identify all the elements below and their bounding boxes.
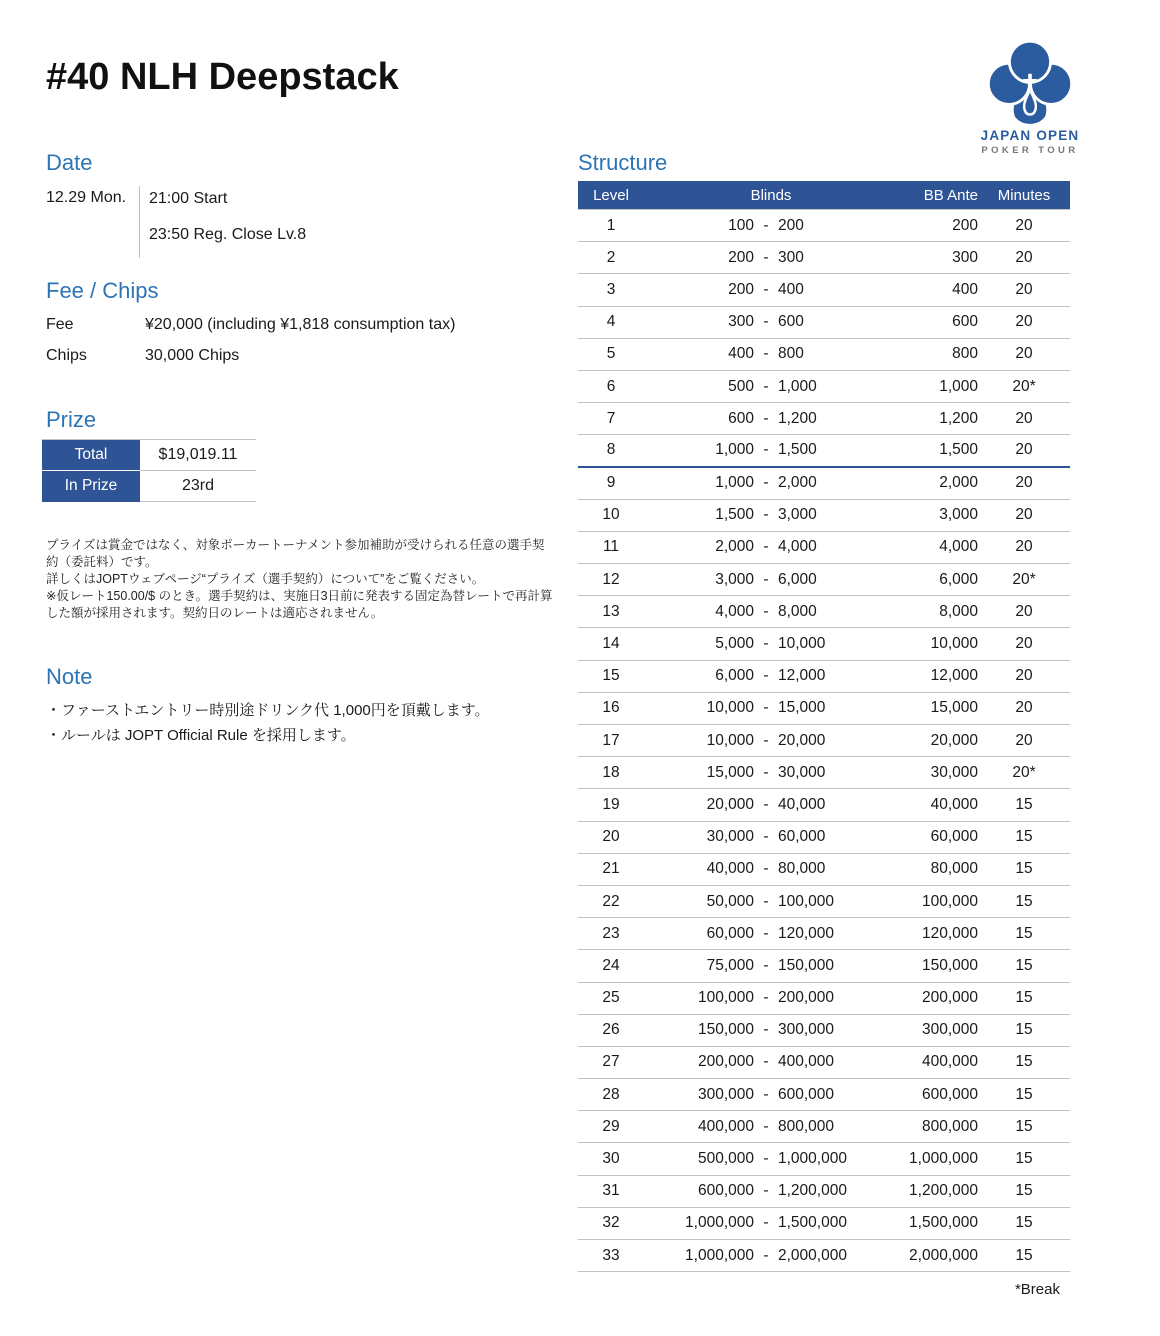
prize-row — [42, 471, 256, 502]
date-value: 12.29 Mon. — [46, 189, 127, 206]
minutes-cell: 20 — [1015, 635, 1033, 653]
minutes-cell: 15 — [1015, 828, 1033, 846]
structure-row — [578, 983, 1070, 1015]
blinds-dash: - — [763, 860, 769, 878]
blinds-dash: - — [763, 345, 769, 363]
bb-ante-cell: 1,000 — [939, 377, 978, 395]
big-blind-cell: 3,000 — [778, 506, 817, 524]
blinds-dash: - — [763, 763, 769, 781]
big-blind-cell: 1,500 — [778, 441, 817, 459]
minutes-cell: 20 — [1015, 280, 1033, 298]
blinds-dash: - — [763, 1053, 769, 1071]
level-cell: 33 — [602, 1246, 620, 1264]
big-blind-cell: 200 — [778, 216, 804, 234]
minutes-cell: 15 — [1015, 1150, 1033, 1168]
blinds-dash: - — [763, 248, 769, 266]
column-header-level: Level — [593, 186, 629, 204]
big-blind-cell: 80,000 — [778, 860, 826, 878]
bb-ante-cell: 2,000,000 — [909, 1246, 978, 1264]
blinds-dash: - — [763, 635, 769, 653]
structure-row — [578, 532, 1070, 564]
bb-ante-cell: 2,000 — [939, 474, 978, 492]
minutes-cell: 20 — [1015, 409, 1033, 427]
blinds-dash: - — [763, 699, 769, 717]
level-cell: 1 — [606, 216, 616, 234]
structure-row — [578, 886, 1070, 918]
bb-ante-cell: 400,000 — [921, 1053, 978, 1071]
prize-row-value: 23rd — [140, 471, 256, 502]
minutes-cell: 15 — [1015, 1182, 1033, 1200]
club-drop-icon — [982, 34, 1078, 126]
minutes-cell: 15 — [1015, 1021, 1033, 1039]
prize-disclaimer — [46, 537, 556, 622]
blinds-dash: - — [763, 1117, 769, 1135]
column-header-bb-ante: BB Ante — [923, 186, 978, 204]
small-blind-cell: 1,500 — [715, 506, 754, 524]
level-cell: 23 — [602, 924, 620, 942]
bb-ante-cell: 10,000 — [930, 635, 978, 653]
blinds-dash: - — [763, 892, 769, 910]
note-section — [46, 664, 566, 748]
big-blind-cell: 60,000 — [778, 828, 826, 846]
level-cell: 29 — [602, 1117, 620, 1135]
blinds-dash: - — [763, 1246, 769, 1264]
small-blind-cell: 40,000 — [706, 860, 754, 878]
level-cell: 16 — [602, 699, 620, 717]
minutes-cell: 20 — [1015, 699, 1033, 717]
blinds-dash: - — [763, 1150, 769, 1168]
fee-chips-label: Fee — [46, 316, 74, 333]
structure-table-header — [578, 181, 1070, 210]
blinds-dash: - — [763, 377, 769, 395]
small-blind-cell: 600 — [728, 409, 754, 427]
big-blind-cell: 1,000,000 — [778, 1150, 847, 1168]
minutes-cell: 15 — [1015, 956, 1033, 974]
structure-row — [578, 435, 1070, 467]
small-blind-cell: 500,000 — [697, 1150, 754, 1168]
level-cell: 10 — [602, 506, 620, 524]
note-item: ・ファーストエントリー時別途ドリンク代 1,000円を頂戴します。 — [46, 702, 490, 719]
blinds-dash: - — [763, 1182, 769, 1200]
level-cell: 12 — [602, 570, 620, 588]
minutes-cell: 20 — [1015, 667, 1033, 685]
column-header-blinds: Blinds — [750, 186, 792, 204]
bb-ante-cell: 60,000 — [930, 828, 978, 846]
minutes-cell: 15 — [1015, 989, 1033, 1007]
level-cell: 30 — [602, 1150, 620, 1168]
bb-ante-cell: 6,000 — [939, 570, 978, 588]
minutes-cell: 15 — [1015, 924, 1033, 942]
big-blind-cell: 800 — [778, 345, 804, 363]
bb-ante-cell: 3,000 — [939, 506, 978, 524]
small-blind-cell: 200,000 — [697, 1053, 754, 1071]
bb-ante-cell: 300 — [952, 248, 978, 266]
fee-chips-heading: Fee / Chips — [46, 278, 159, 303]
minutes-cell: 20 — [1015, 474, 1033, 492]
bb-ante-cell: 15,000 — [930, 699, 978, 717]
level-cell: 31 — [602, 1182, 620, 1200]
level-cell: 8 — [606, 441, 616, 459]
blinds-dash: - — [763, 924, 769, 942]
big-blind-cell: 200,000 — [778, 989, 835, 1007]
small-blind-cell: 1,000,000 — [685, 1214, 754, 1232]
bb-ante-cell: 20,000 — [930, 731, 978, 749]
big-blind-cell: 4,000 — [778, 538, 817, 556]
structure-row — [578, 564, 1070, 596]
prize-row-label: Total — [42, 440, 140, 471]
small-blind-cell: 100,000 — [697, 989, 754, 1007]
structure-row — [578, 1079, 1070, 1111]
minutes-cell: 20 — [1015, 345, 1033, 363]
small-blind-cell: 1,000,000 — [685, 1246, 754, 1264]
small-blind-cell: 3,000 — [715, 570, 754, 588]
structure-row — [578, 371, 1070, 403]
fee-chips-row — [46, 316, 546, 334]
minutes-cell: 15 — [1015, 1053, 1033, 1071]
big-blind-cell: 15,000 — [778, 699, 826, 717]
structure-row — [578, 1047, 1070, 1079]
blinds-dash: - — [763, 956, 769, 974]
small-blind-cell: 5,000 — [715, 635, 754, 653]
blinds-dash: - — [763, 409, 769, 427]
big-blind-cell: 400 — [778, 280, 804, 298]
small-blind-cell: 10,000 — [706, 699, 754, 717]
blinds-dash: - — [763, 1214, 769, 1232]
minutes-cell: 15 — [1015, 1246, 1033, 1264]
fee-chips-row — [46, 347, 546, 365]
small-blind-cell: 30,000 — [706, 828, 754, 846]
bb-ante-cell: 120,000 — [921, 924, 978, 942]
blinds-dash: - — [763, 602, 769, 620]
big-blind-cell: 120,000 — [778, 924, 835, 942]
big-blind-cell: 1,200 — [778, 409, 817, 427]
small-blind-cell: 100 — [728, 216, 754, 234]
level-cell: 11 — [602, 538, 620, 556]
big-blind-cell: 600 — [778, 313, 804, 331]
bb-ante-cell: 8,000 — [939, 602, 978, 620]
minutes-cell: 15 — [1015, 860, 1033, 878]
level-cell: 14 — [602, 635, 620, 653]
level-cell: 7 — [606, 409, 616, 427]
bb-ante-cell: 1,200,000 — [909, 1182, 978, 1200]
structure-section — [578, 150, 1070, 1298]
minutes-cell: 20* — [1012, 763, 1036, 781]
small-blind-cell: 6,000 — [715, 667, 754, 685]
small-blind-cell: 15,000 — [706, 763, 754, 781]
minutes-cell: 20 — [1015, 441, 1033, 459]
structure-table-body — [578, 210, 1070, 1272]
structure-row — [578, 1143, 1070, 1175]
bb-ante-cell: 200,000 — [921, 989, 978, 1007]
big-blind-cell: 600,000 — [778, 1085, 835, 1103]
prize-row — [42, 440, 256, 471]
big-blind-cell: 12,000 — [778, 667, 826, 685]
level-cell: 19 — [602, 795, 620, 813]
structure-row — [578, 468, 1070, 500]
small-blind-cell: 150,000 — [697, 1021, 754, 1039]
big-blind-cell: 1,000 — [778, 377, 817, 395]
logo-text-japan-open: JAPAN OPEN — [980, 128, 1080, 143]
note-heading: Note — [46, 664, 93, 689]
structure-row — [578, 403, 1070, 435]
structure-row — [578, 274, 1070, 306]
small-blind-cell: 4,000 — [715, 602, 754, 620]
minutes-cell: 20* — [1012, 377, 1036, 395]
big-blind-cell: 150,000 — [778, 956, 835, 974]
bb-ante-cell: 4,000 — [939, 538, 978, 556]
small-blind-cell: 10,000 — [706, 731, 754, 749]
fee-chips-section — [46, 278, 546, 378]
bb-ante-cell: 40,000 — [930, 795, 978, 813]
structure-row — [578, 339, 1070, 371]
small-blind-cell: 300 — [728, 313, 754, 331]
blinds-dash: - — [763, 1085, 769, 1103]
bb-ante-cell: 100,000 — [921, 892, 978, 910]
bb-ante-cell: 12,000 — [930, 667, 978, 685]
big-blind-cell: 20,000 — [778, 731, 826, 749]
level-cell: 22 — [602, 892, 620, 910]
page-title: #40 NLH Deepstack — [46, 56, 399, 98]
date-time-line: 21:00 Start — [149, 190, 228, 207]
blinds-dash: - — [763, 280, 769, 298]
level-cell: 2 — [606, 248, 616, 266]
small-blind-cell: 400,000 — [697, 1117, 754, 1135]
structure-row — [578, 307, 1070, 339]
minutes-cell: 15 — [1015, 795, 1033, 813]
structure-row — [578, 950, 1070, 982]
bb-ante-cell: 400 — [952, 280, 978, 298]
prize-section — [42, 407, 542, 502]
level-cell: 5 — [606, 345, 616, 363]
structure-row — [578, 757, 1070, 789]
level-cell: 17 — [602, 731, 620, 749]
blinds-dash: - — [763, 474, 769, 492]
minutes-cell: 20 — [1015, 602, 1033, 620]
date-section — [46, 150, 526, 258]
blinds-dash: - — [763, 667, 769, 685]
structure-row — [578, 1176, 1070, 1208]
bb-ante-cell: 1,000,000 — [909, 1150, 978, 1168]
big-blind-cell: 6,000 — [778, 570, 817, 588]
small-blind-cell: 1,000 — [715, 441, 754, 459]
structure-row — [578, 854, 1070, 886]
structure-row — [578, 918, 1070, 950]
big-blind-cell: 30,000 — [778, 763, 826, 781]
blinds-dash: - — [763, 795, 769, 813]
date-time-line: 23:50 Reg. Close Lv.8 — [149, 226, 307, 243]
note-items — [46, 698, 566, 748]
structure-row — [578, 789, 1070, 821]
level-cell: 15 — [602, 667, 620, 685]
break-note: *Break — [1014, 1281, 1060, 1299]
bb-ante-cell: 1,500 — [939, 441, 978, 459]
logo-text-poker-tour: POKER TOUR — [981, 145, 1079, 156]
prize-heading: Prize — [46, 407, 97, 432]
big-blind-cell: 1,500,000 — [778, 1214, 847, 1232]
blinds-dash: - — [763, 731, 769, 749]
structure-row — [578, 1015, 1070, 1047]
fee-chips-rows — [46, 316, 546, 365]
big-blind-cell: 40,000 — [778, 795, 826, 813]
bb-ante-cell: 600 — [952, 313, 978, 331]
level-cell: 28 — [602, 1085, 620, 1103]
level-cell: 9 — [606, 474, 616, 492]
minutes-cell: 20 — [1015, 731, 1033, 749]
level-cell: 4 — [606, 313, 616, 331]
bb-ante-cell: 600,000 — [921, 1085, 978, 1103]
fee-chips-label: Chips — [46, 347, 87, 364]
small-blind-cell: 200 — [728, 280, 754, 298]
structure-row — [578, 693, 1070, 725]
big-blind-cell: 1,200,000 — [778, 1182, 847, 1200]
big-blind-cell: 100,000 — [778, 892, 835, 910]
minutes-cell: 20 — [1015, 216, 1033, 234]
note-item: ・ルールは JOPT Official Rule を採用します。 — [46, 727, 356, 744]
blinds-dash: - — [763, 570, 769, 588]
big-blind-cell: 300,000 — [778, 1021, 835, 1039]
date-row — [46, 186, 526, 258]
small-blind-cell: 20,000 — [706, 795, 754, 813]
minutes-cell: 20 — [1015, 538, 1033, 556]
small-blind-cell: 2,000 — [715, 538, 754, 556]
level-cell: 13 — [602, 602, 620, 620]
minutes-cell: 15 — [1015, 1085, 1033, 1103]
small-blind-cell: 1,000 — [715, 474, 754, 492]
bb-ante-cell: 150,000 — [921, 956, 978, 974]
small-blind-cell: 60,000 — [706, 924, 754, 942]
structure-row — [578, 242, 1070, 274]
minutes-cell: 15 — [1015, 1214, 1033, 1232]
level-cell: 20 — [602, 828, 620, 846]
big-blind-cell: 10,000 — [778, 635, 826, 653]
disclaimer-paragraph: ※仮レート150.00/$ のとき。選手契約は、実施日3日前に発表する固定為替レートで再計算した額が採用されます。契約日のレートは適応されません。 — [46, 589, 553, 620]
minutes-cell: 20 — [1015, 313, 1033, 331]
bb-ante-cell: 800,000 — [921, 1117, 978, 1135]
disclaimer-paragraph: プライズは賞金ではなく、対象ポーカートーナメント参加補助が受けられる任意の選手契約（委託料）です。 — [46, 538, 545, 569]
level-cell: 21 — [602, 860, 620, 878]
minutes-cell: 20* — [1012, 570, 1036, 588]
disclaimer-paragraph: 詳しくはJOPTウェブページ“プライズ（選手契約）について”をご覧ください。 — [46, 572, 485, 586]
date-times — [140, 186, 306, 258]
level-cell: 6 — [606, 377, 616, 395]
blinds-dash: - — [763, 313, 769, 331]
bb-ante-cell: 30,000 — [930, 763, 978, 781]
structure-row — [578, 1240, 1070, 1272]
column-header-minutes: Minutes — [997, 186, 1051, 204]
structure-row — [578, 725, 1070, 757]
structure-table — [578, 181, 1070, 1272]
bb-ante-cell: 1,500,000 — [909, 1214, 978, 1232]
fee-chips-value: ¥20,000 (including ¥1,818 consumption tax) — [145, 316, 456, 333]
structure-row — [578, 500, 1070, 532]
big-blind-cell: 8,000 — [778, 602, 817, 620]
blinds-dash: - — [763, 441, 769, 459]
blinds-dash: - — [763, 216, 769, 234]
prize-row-value: $19,019.11 — [140, 440, 256, 471]
bb-ante-cell: 1,200 — [939, 409, 978, 427]
big-blind-cell: 800,000 — [778, 1117, 835, 1135]
blinds-dash: - — [763, 1021, 769, 1039]
prize-row-label: In Prize — [42, 471, 140, 502]
bb-ante-cell: 800 — [952, 345, 978, 363]
big-blind-cell: 400,000 — [778, 1053, 835, 1071]
structure-row — [578, 661, 1070, 693]
level-cell: 18 — [602, 763, 620, 781]
structure-row — [578, 1208, 1070, 1240]
small-blind-cell: 600,000 — [697, 1182, 754, 1200]
big-blind-cell: 2,000,000 — [778, 1246, 847, 1264]
blinds-dash: - — [763, 828, 769, 846]
level-cell: 24 — [602, 956, 620, 974]
jopt-logo — [958, 34, 1102, 156]
structure-row — [578, 628, 1070, 660]
bb-ante-cell: 80,000 — [930, 860, 978, 878]
blinds-dash: - — [763, 989, 769, 1007]
level-cell: 25 — [602, 989, 620, 1007]
level-cell: 26 — [602, 1021, 620, 1039]
fee-chips-value: 30,000 Chips — [145, 347, 240, 364]
minutes-cell: 20 — [1015, 506, 1033, 524]
structure-row — [578, 596, 1070, 628]
blinds-dash: - — [763, 538, 769, 556]
structure-row — [578, 1111, 1070, 1143]
small-blind-cell: 300,000 — [697, 1085, 754, 1103]
big-blind-cell: 300 — [778, 248, 804, 266]
level-cell: 32 — [602, 1214, 620, 1232]
small-blind-cell: 75,000 — [706, 956, 754, 974]
minutes-cell: 20 — [1015, 248, 1033, 266]
big-blind-cell: 2,000 — [778, 474, 817, 492]
level-cell: 27 — [602, 1053, 620, 1071]
structure-row — [578, 210, 1070, 242]
small-blind-cell: 500 — [728, 377, 754, 395]
minutes-cell: 15 — [1015, 1117, 1033, 1135]
small-blind-cell: 200 — [728, 248, 754, 266]
small-blind-cell: 400 — [728, 345, 754, 363]
date-heading: Date — [46, 150, 93, 175]
bb-ante-cell: 300,000 — [921, 1021, 978, 1039]
minutes-cell: 15 — [1015, 892, 1033, 910]
small-blind-cell: 50,000 — [706, 892, 754, 910]
level-cell: 3 — [606, 280, 616, 298]
structure-row — [578, 822, 1070, 854]
structure-heading: Structure — [578, 150, 668, 175]
bb-ante-cell: 200 — [952, 216, 978, 234]
prize-table — [42, 439, 256, 502]
blinds-dash: - — [763, 506, 769, 524]
